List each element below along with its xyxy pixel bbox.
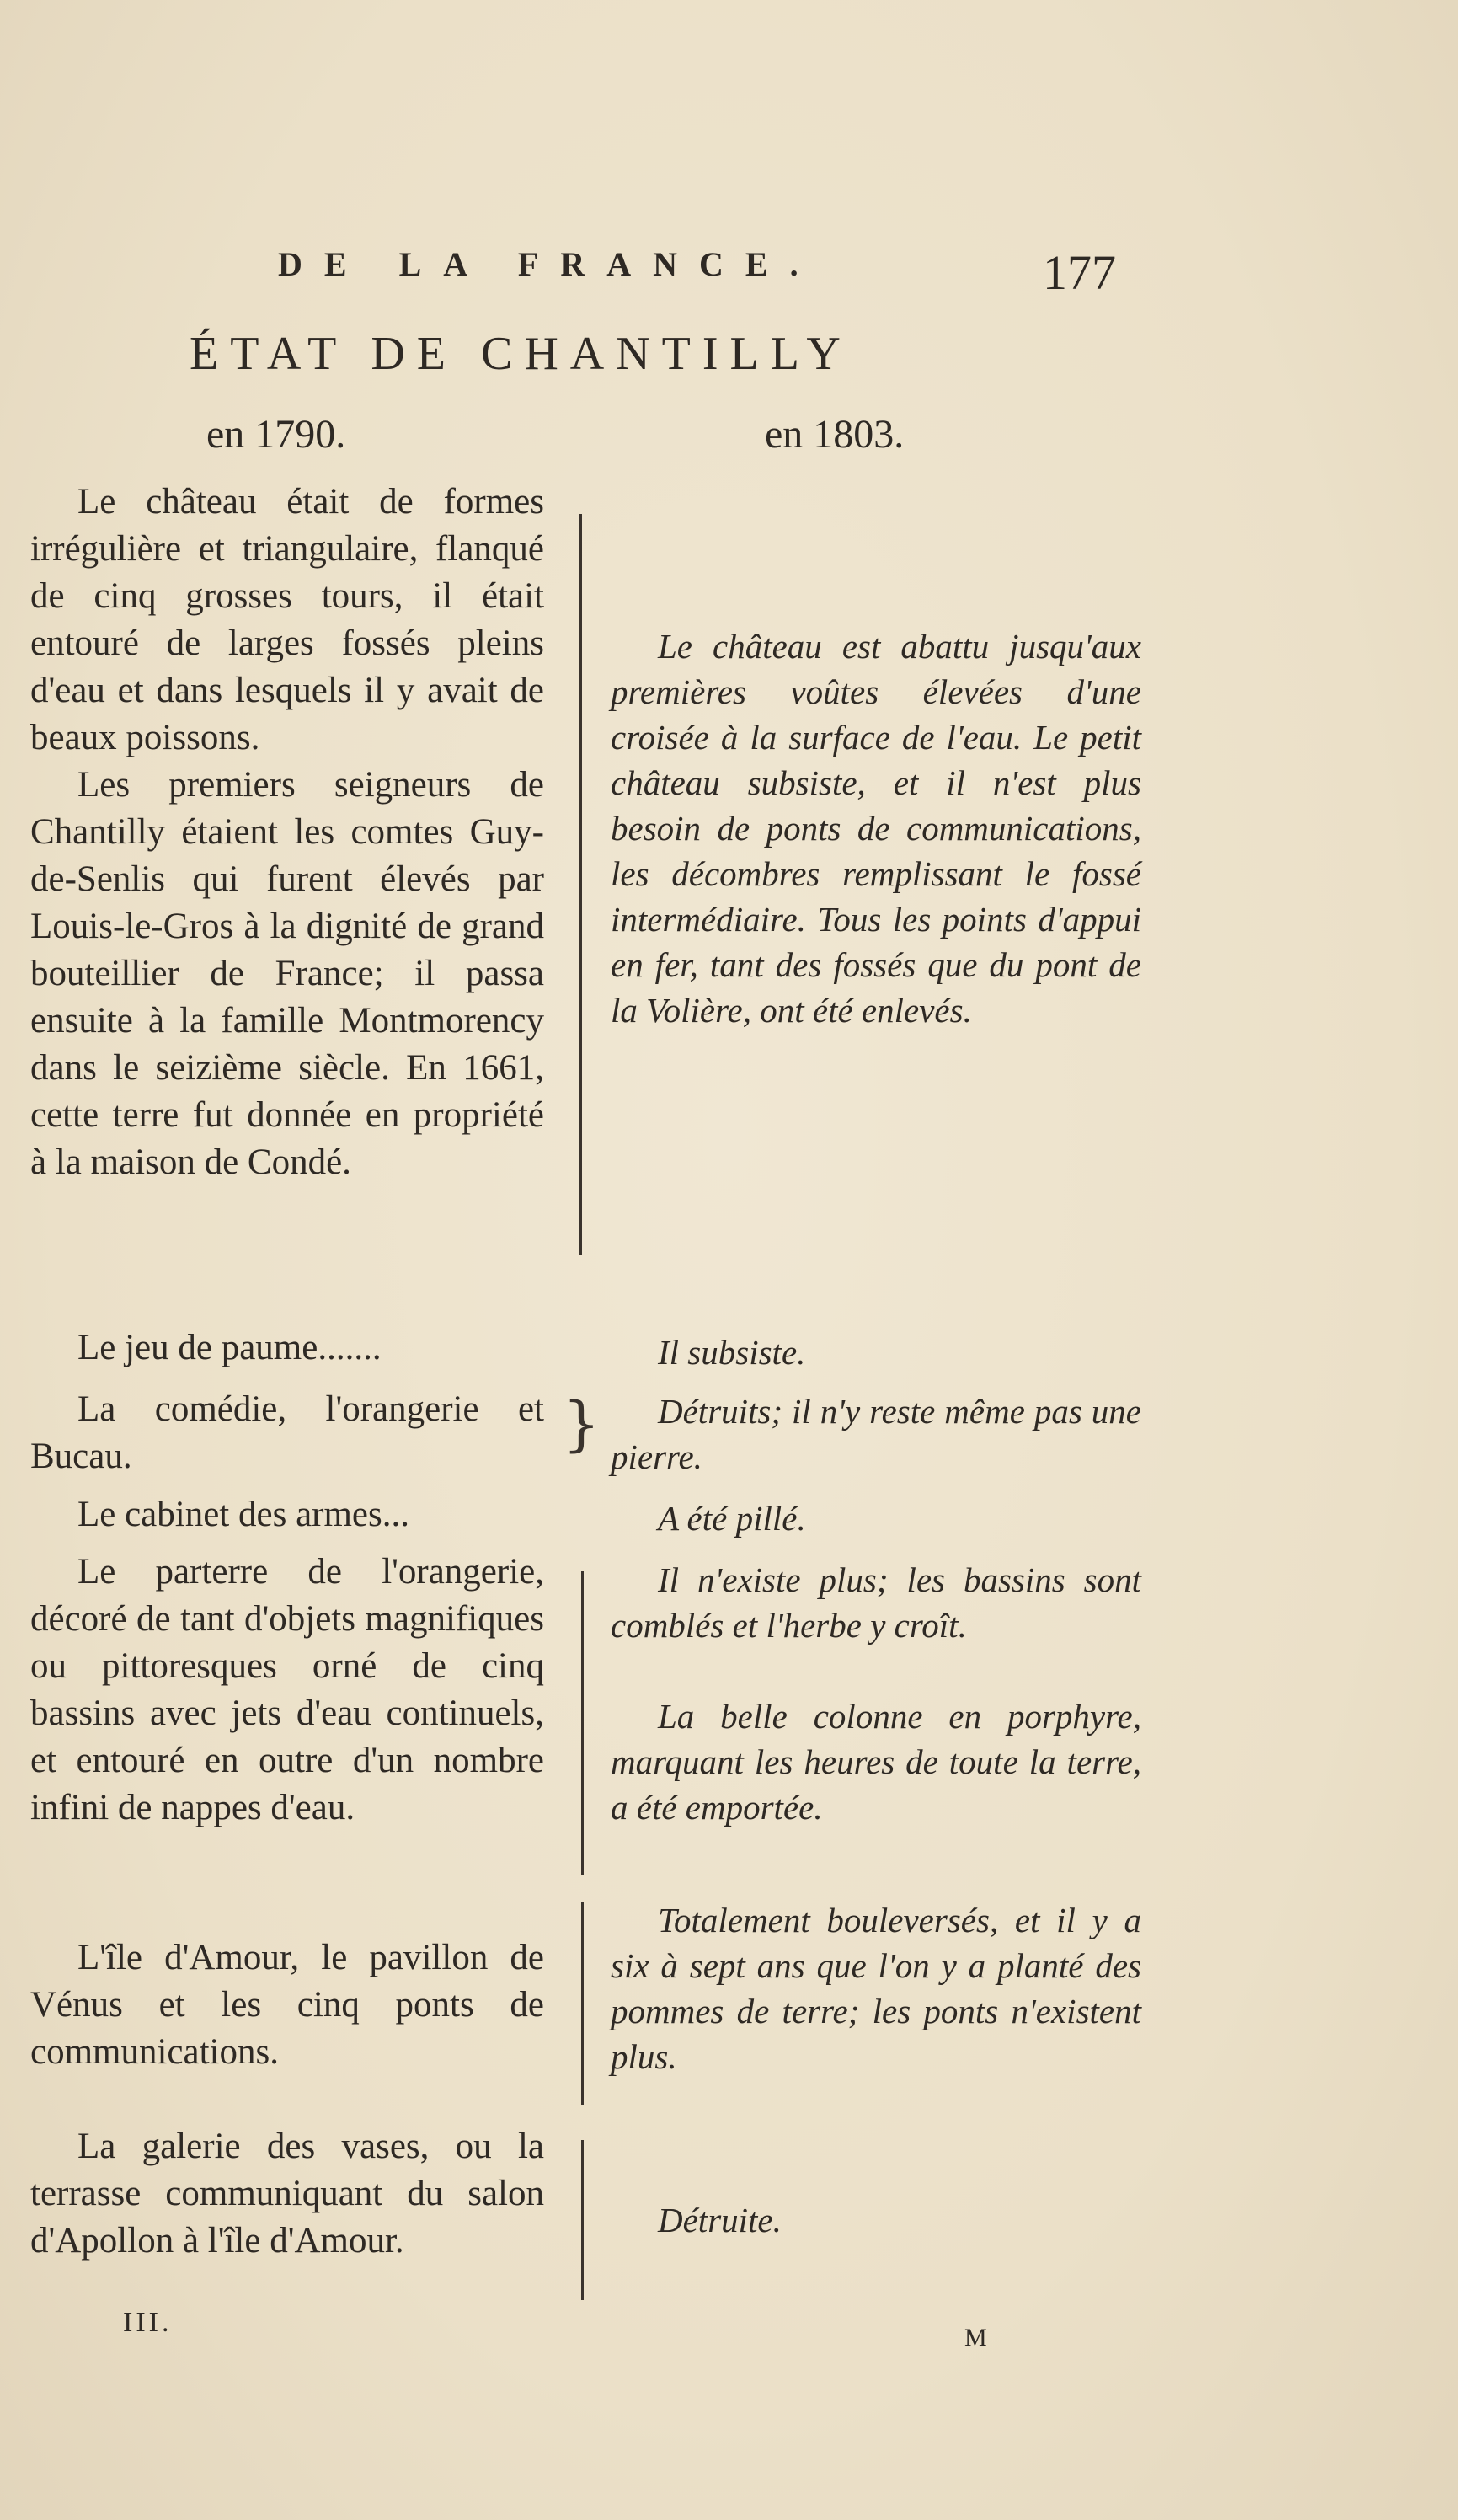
left-entry-chateau bbox=[30, 479, 544, 1186]
right-entry-bassins-text: Il n'existe plus; les bassins sont comblés et l'herbe y croît. bbox=[611, 1560, 1141, 1645]
left-column-heading: en 1790. bbox=[206, 412, 346, 457]
page-title: ÉTAT DE CHANTILLY bbox=[190, 328, 852, 380]
right-entry-pille-text: A été pillé. bbox=[658, 1499, 806, 1538]
page-number: 177 bbox=[1043, 245, 1116, 300]
right-entry-chateau-text: Le château est abattu jusqu'aux premières voûtes élevées d'une croisée à la surface de l'eau. Le petit château subsiste, et il n'est plus besoin de ponts de communications, les décombres remplissant le fossé intermédiaire. Tous les points d'appui en fer, tant des fossés que du pont de la Volière, ont été enlevés. bbox=[611, 627, 1141, 1030]
right-column-heading: en 1803. bbox=[765, 412, 905, 457]
left-entry-comedie bbox=[30, 1386, 544, 1480]
signature-letter: M bbox=[964, 2324, 987, 2351]
right-entry-detruite-text: Détruite. bbox=[658, 2201, 782, 2239]
right-entry-bouleverses-text: Totalement bouleversés, et il y a six à sept ans que l'on y a planté des pommes de terre; les ponts n'existent plus. bbox=[611, 1901, 1141, 2076]
left-entry-ile-amour bbox=[30, 1934, 544, 2076]
left-entry-jeu-de-paume bbox=[30, 1324, 544, 1372]
right-entry-bouleverses bbox=[611, 1897, 1141, 2079]
left-entry-galerie bbox=[30, 2123, 544, 2265]
left-entry-jeu-de-paume-text: Le jeu de paume....... bbox=[77, 1328, 382, 1367]
right-entry-pille bbox=[611, 1495, 1141, 1541]
running-head: DE LA FRANCE. bbox=[278, 245, 820, 283]
right-entry-colonne-text: La belle colonne en porphyre, marquant les heures de toute la terre, a été emportée. bbox=[611, 1697, 1141, 1827]
brace-bar-1 bbox=[579, 514, 582, 1255]
right-entry-detruite bbox=[611, 2197, 1141, 2243]
left-entry-ile-amour-text: L'île d'Amour, le pavillon de Vénus et les cinq ponts de communications. bbox=[30, 1938, 544, 2072]
right-entry-detruits bbox=[611, 1388, 1141, 1479]
left-entry-chateau-p1: Le château était de formes irrégulière et triangulaire, flanqué de cinq grosses tours, il était entouré de larges fossés pleins d'eau et dans lesquels il y avait de beaux poissons. bbox=[30, 482, 544, 757]
left-entry-cabinet-text: Le cabinet des armes... bbox=[77, 1495, 409, 1534]
right-entry-subsiste-text: Il subsiste. bbox=[658, 1333, 806, 1372]
left-entry-parterre-text: Le parterre de l'orangerie, décoré de tant d'objets magnifiques ou pittoresques orné de cinq bassins avec jets d'eau continuels, et entouré en outre d'un nombre infini de nappes d'eau. bbox=[30, 1552, 544, 1827]
left-entry-cabinet bbox=[30, 1491, 544, 1538]
right-entry-subsiste bbox=[611, 1330, 1141, 1375]
right-entry-chateau bbox=[611, 623, 1141, 1033]
brace-2: } bbox=[563, 1389, 601, 1458]
right-entry-bassins bbox=[611, 1557, 1141, 1648]
brace-bar-5 bbox=[581, 2140, 584, 2300]
right-entry-detruits-text: Détruits; il n'y reste même pas une pierre. bbox=[611, 1392, 1141, 1476]
brace-bar-3 bbox=[581, 1571, 584, 1875]
signature-mark: III. bbox=[123, 2307, 173, 2338]
left-entry-parterre bbox=[30, 1549, 544, 1832]
left-entry-comedie-text: La comédie, l'orangerie et Bucau. bbox=[30, 1389, 544, 1476]
brace-bar-4 bbox=[581, 1902, 584, 2105]
left-entry-galerie-text: La galerie des vases, ou la terrasse communiquant du salon d'Apollon à l'île d'Amour. bbox=[30, 2127, 544, 2261]
right-entry-colonne bbox=[611, 1693, 1141, 1830]
left-entry-chateau-p2: Les premiers seigneurs de Chantilly étaient les comtes Guy-de-Senlis qui furent élevés par Louis-le-Gros à la dignité de grand bouteillier de France; il passa ensuite à la famille Montmorency dans le seizième siècle. En 1661, cette terre fut donnée en propriété à la maison de Condé. bbox=[30, 765, 544, 1182]
